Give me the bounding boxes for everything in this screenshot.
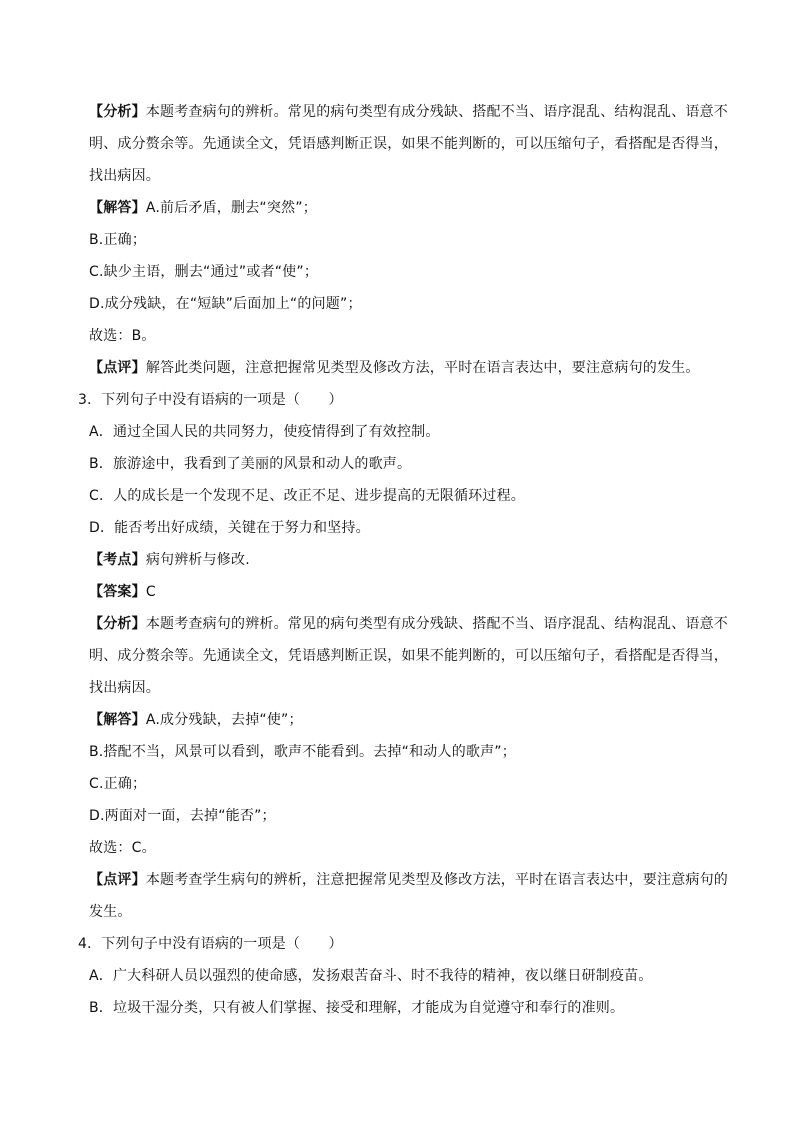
q4-option-a: A．广大科研人员以强烈的使命感，发扬艰苦奋斗、时不我待的精神，夜以继日研制疫苗。 — [89, 968, 653, 984]
solution-tag: 【解答】 — [89, 200, 146, 216]
solution-text-a: A.成分残缺，去掉“使”； — [145, 712, 303, 728]
analysis-tag: 【分析】 — [89, 104, 146, 120]
q2-solution-line-d: D.成分残缺，在“短缺”后面加上“的问题”； — [89, 296, 362, 312]
q3-solution-line-b: B.搭配不当，风景可以看到，歌声不能看到。去掉“和动人的歌声”； — [89, 744, 516, 760]
comment-text: 本题考查学生病句的辨析，注意把握常见类型及修改方法，平时在语言表达中，要注意病句的 — [145, 872, 729, 888]
q4-option-b: B．垃圾干湿分类，只有被人们掌握、接受和理解，才能成为自觉遵守和奉行的准则。 — [89, 1000, 625, 1016]
q3-comment-line1 — [89, 871, 728, 889]
comment-text: 解答此类问题，注意把握常见类型及修改方法，平时在语言表达中，要注意病句的发生。 — [145, 360, 700, 376]
analysis-text: 本题考查病句的辨析。常见的病句类型有成分残缺、搭配不当、语序混乱、结构混乱、语意不 — [145, 104, 729, 120]
q2-comment-line — [89, 359, 700, 377]
q3-option-a: A．通过全国人民的共同努力，使疫情得到了有效控制。 — [89, 424, 440, 440]
q3-solution-choice: 故选：C。 — [89, 840, 156, 856]
q3-option-d: D．能否考出好成绩，关键在于努力和坚持。 — [89, 520, 370, 536]
comment-tag: 【点评】 — [89, 360, 146, 376]
q3-kaodian — [89, 551, 250, 569]
q3-analysis-line2: 明、成分赘余等。先通读全文，凭语感判断正误，如果不能判断的，可以压缩句子，看搭配是否得当， — [89, 648, 728, 664]
q2-solution-line-a — [89, 199, 317, 217]
comment-tag: 【点评】 — [89, 872, 146, 888]
q3-analysis-line3: 找出病因。 — [89, 680, 160, 696]
q3-option-c: C．人的成长是一个发现不足、改正不足、进步提高的无限循环过程。 — [89, 488, 525, 504]
analysis-text: 本题考查病句的辨析。常见的病句类型有成分残缺、搭配不当、语序混乱、结构混乱、语意不 — [145, 616, 729, 632]
solution-text-a: A.前后矛盾，删去“突然”； — [145, 200, 317, 216]
q2-analysis-line2: 明、成分赘余等。先通读全文，凭语感判断正误，如果不能判断的，可以压缩句子，看搭配是否得当， — [89, 136, 728, 152]
q2-solution-line-b: B.正确； — [89, 232, 147, 248]
q4-stem: 4．下列句子中没有语病的一项是（ ） — [78, 936, 343, 952]
q3-stem: 3．下列句子中没有语病的一项是（ ） — [78, 392, 343, 408]
q3-option-b: B．旅游途中，我看到了美丽的风景和动人的歌声。 — [89, 456, 412, 472]
q3-comment-line2: 发生。 — [89, 904, 132, 920]
q2-analysis-line3: 找出病因。 — [89, 168, 160, 184]
kaodian-text: 病句辨析与修改. — [145, 552, 250, 568]
q2-solution-line-c: C.缺少主语，删去“通过”或者“使”； — [89, 264, 319, 280]
analysis-tag: 【分析】 — [89, 616, 146, 632]
q2-analysis-line1 — [89, 103, 728, 121]
answer-tag: 【答案】 — [89, 584, 146, 600]
q3-answer — [89, 583, 156, 601]
q3-solution-line-c: C.正确； — [89, 776, 147, 792]
q3-solution-line-a — [89, 711, 303, 729]
q3-solution-line-d: D.两面对一面，去掉“能否”； — [89, 808, 276, 824]
kaodian-tag: 【考点】 — [89, 552, 146, 568]
q2-solution-choice: 故选：B。 — [89, 328, 156, 344]
solution-tag: 【解答】 — [89, 712, 146, 728]
q3-analysis-line1 — [89, 615, 728, 633]
answer-text: C — [145, 584, 156, 600]
